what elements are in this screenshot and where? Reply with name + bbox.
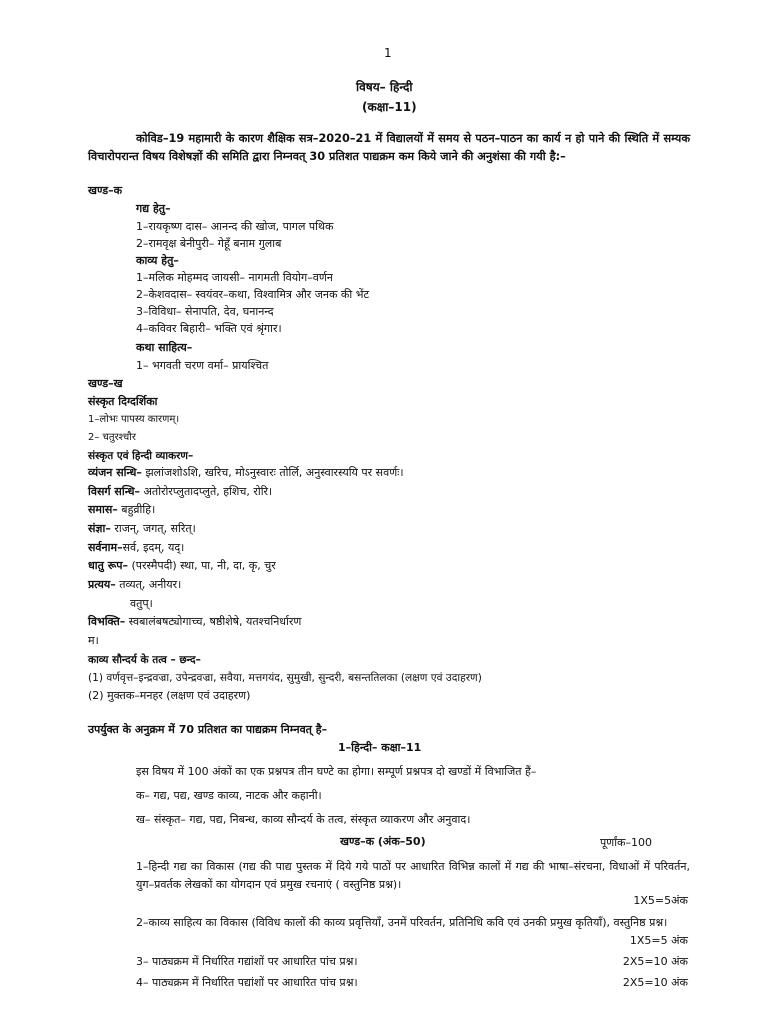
kha-line: ख– संस्कृत– गद्य, पद्य, निबन्ध, काव्य सौन्दर्य के तत्व, संस्कृत व्याकरण और अनुवाद। — [136, 813, 471, 826]
kavya-heading: काव्य सौन्दर्य के तत्व – छन्द– — [88, 654, 201, 666]
ka-line: क– गद्य, पद्य, खण्ड काव्य, नाटक और कहानी। — [136, 789, 322, 802]
class-title: (कक्षा–11) — [362, 100, 417, 114]
grammar-label: सर्वनाम– — [88, 541, 123, 554]
question-4-marks: 2X5=10 अंक — [622, 976, 688, 989]
grammar-row-visarg — [88, 485, 272, 499]
poetry-item-4: 4–कविवर बिहारी– भक्ति एवं श्रृंगार। — [136, 322, 282, 335]
grammar-row-dhatu — [88, 559, 276, 573]
question-2-marks: 1X5=5 अंक — [629, 934, 688, 947]
kavya-item-2: (2) मुक्तक–मनहर (लक्षण एवं उदाहरण) — [88, 689, 251, 702]
grammar-label: समास– — [88, 503, 118, 516]
grammar-text: राजन्, जगत्, सरित्। — [110, 522, 196, 535]
fiction-item: 1– भगवती चरण वर्मा– प्रायश्चित — [136, 359, 269, 372]
grammar-text: तव्यत्, अनीयर। — [115, 578, 182, 591]
vibhakti-cont: म। — [88, 634, 99, 647]
grammar-text: अतोरोरप्लुतादप्लुते, हशिच, रोरि। — [140, 485, 273, 498]
grammar-label: व्यंजन सन्धि– — [88, 466, 142, 479]
grammar-label: धातु रूप– — [88, 559, 129, 572]
grammar-row-pratyay — [88, 578, 181, 592]
page-number: 1 — [384, 46, 392, 60]
prose-heading: गद्य हेतु– — [136, 202, 171, 215]
poetry-item-1: 1–मलिक मोहम्मद जायसी– नागमती वियोग–वर्णन — [136, 271, 333, 284]
prose-item-2: 2–रामवृक्ष बेनीपुरी– गेहूँ बनाम गुलाब — [136, 237, 282, 250]
fiction-heading: कथा साहित्य– — [136, 341, 193, 354]
vibhakti-text: स्वबालंबषट्योगाच्च, षष्ठीशेषे, यतश्चनिर्धारण — [125, 615, 302, 628]
grammar-text: (परस्मैपदी) स्था, पा, नी, दा, कृ, चुर — [128, 559, 276, 572]
hindi-class-heading: 1–हिन्दी– कक्षा–11 — [338, 741, 422, 754]
sanskrit-item-1: 1–लोभः पापस्य कारणम्। — [88, 414, 180, 425]
grammar-row-sarvanam — [88, 541, 184, 555]
poetry-item-2: 2–केशवदास– स्वयंवर–कथा, विश्वामित्र और जनक की भेंट — [136, 288, 370, 301]
full-marks: पूर्णांक–100 — [600, 836, 652, 849]
grammar-label: संज्ञा– — [88, 522, 111, 535]
subject-title: विषय– हिन्दी — [356, 80, 413, 94]
vibhakti-label: विभक्ति– — [88, 615, 126, 628]
grammar-row-vibhakti — [88, 615, 301, 629]
sanskrit-heading: संस्कृत दिग्दर्शिका — [88, 395, 158, 408]
grammar-row-sangya — [88, 522, 196, 536]
section-b-heading: खण्ड–ख — [88, 377, 123, 390]
grammar-text: झलांजशोऽशि, खरिच, मोऽनुस्वारः तोर्लि, अनुस्वारस्ययि पर सवर्णः। — [141, 466, 404, 479]
grammar-label: विसर्ग सन्धि– — [88, 485, 141, 498]
exam-line: इस विषय में 100 अंकों का एक प्रश्नपत्र तीन घण्टे का होगा। सम्पूर्ण प्रश्नपत्र दो खण्डों में विभाजित हैं– — [136, 765, 537, 778]
section-a-heading: खण्ड–क — [88, 184, 123, 197]
question-2: 2–काव्य साहित्य का विकास (विविध कालों की काव्य प्रवृत्तियाँ, उनमें परिवर्तन, प्रतिनिधि कवि एवं उनकी प्रमुख कृतियाँ), वस्तुनिष्ठ प्रश्न। — [136, 916, 668, 929]
prose-item-1: 1–रायकृष्ण दास– आनन्द की खोज, पागल पथिक — [136, 220, 334, 233]
poetry-heading: काव्य हेतु– — [136, 254, 179, 267]
grammar-heading: संस्कृत एवं हिन्दी व्याकरण– — [88, 450, 194, 462]
grammar-text: सर्व, इदम्, यद्। — [122, 541, 185, 554]
question-1-marks: 1X5=5अंक — [633, 894, 688, 907]
intro-paragraph: कोविड–19 महामारी के कारण शैक्षिक सत्र–2020–21 में विद्यालयों में समय से पठन–पाठन का कार्य न हो पाने की स्थिति में सम्यक विचारोपरान्त विषय विशेषज्ञों की समिति द्वारा निम्नवत् 30 प्रतिशत पाद्यक्रम कम किये जाने की अनुशंसा की गयी है:– — [88, 132, 690, 163]
question-4: 4– पाठ्यक्रम में निर्धारित पद्यांशों पर आधारित पांच प्रश्न। — [136, 976, 358, 989]
grammar-label: प्रत्यय– — [88, 578, 116, 591]
grammar-text: बहुव्रीहि। — [117, 503, 156, 516]
pratyay-extra: वतुप्। — [130, 597, 153, 610]
poetry-item-3: 3–विविधा– सेनापति, देव, घनानन्द — [136, 305, 274, 318]
kavya-item-1: (1) वर्णवृत्त–इन्द्रवज्रा, उपेन्द्रवज्रा, सवैया, मत्तगयंद, सुमुखी, सुन्दरी, बसन्ततिलका (लक्षण एवं उदाहरण) — [88, 672, 482, 684]
grammar-row-samas — [88, 503, 155, 517]
seventy-heading: उपर्युक्त के अनुक्रम में 70 प्रतिशत का पाद्यक्रम निम्नवत् है– — [88, 723, 328, 736]
question-3: 3– पाठ्यक्रम में निर्धारित गद्यांशों पर आधारित पांच प्रश्न। — [136, 955, 358, 968]
section-a-marks: खण्ड–क (अंक–50) — [340, 835, 426, 848]
sanskrit-item-2: 2– चतुरश्चौर — [88, 432, 136, 443]
grammar-row-vyanjan — [88, 466, 404, 480]
question-3-marks: 2X5=10 अंक — [622, 955, 688, 968]
question-1: 1–हिन्दी गद्य का विकास (गद्य की पाद्य पुस्तक में दिये गये पाठों पर आधारित विभिन्न कालों में गद्य की भाषा–संरचना, विधाओं में परिवर्तन, युग–प्रवर्तक लेखकों का योगदान एवं प्रमुख रचनाएं ( वस्तुनिष्ठ प्रश्न)। — [136, 860, 690, 891]
